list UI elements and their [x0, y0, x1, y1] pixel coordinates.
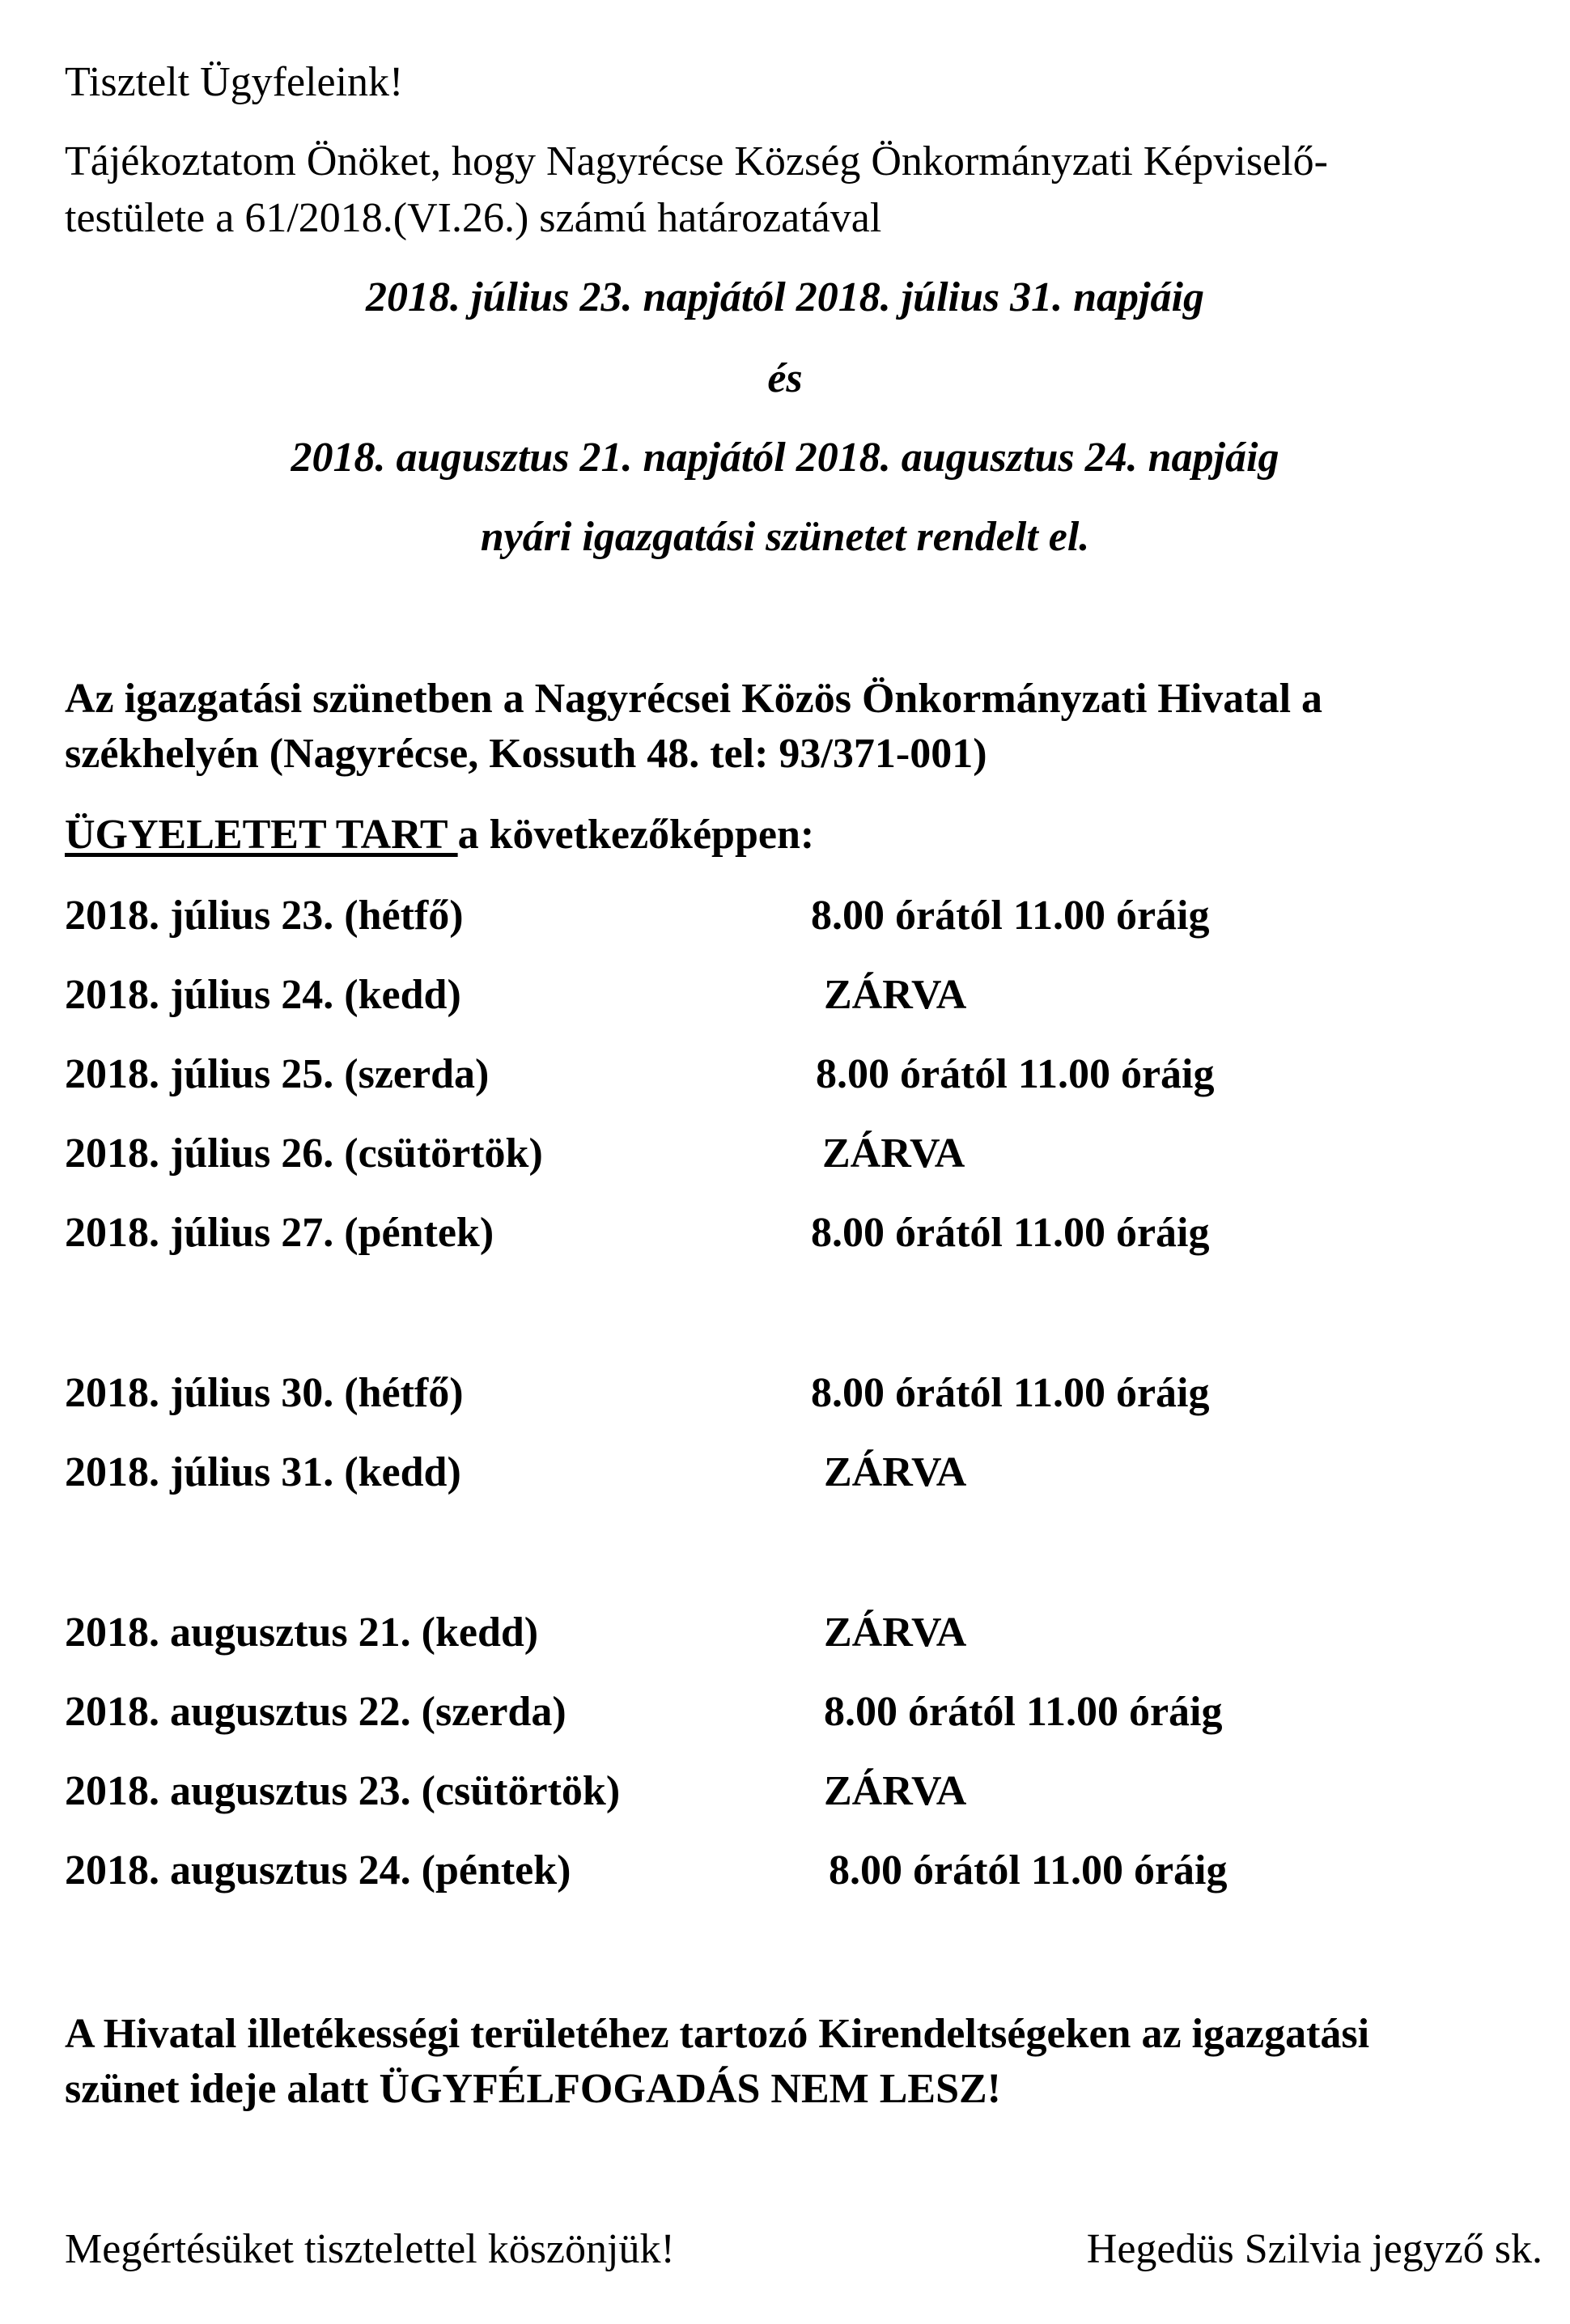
- duty-rest: a következőképpen:: [457, 812, 815, 858]
- schedule-hours: 8.00 órától 11.00 óráig: [824, 1689, 1223, 1735]
- period-connector: és: [767, 355, 803, 401]
- schedule-hours: ZÁRVA: [824, 1768, 967, 1814]
- office-line-2: székhelyén (Nagyrécse, Kossuth 48. tel: 93/371-001): [65, 731, 987, 777]
- intro-line-1: Tájékoztatom Önöket, hogy Nagyrécse Község Önkormányzati Képviselő-: [65, 138, 1328, 184]
- greeting: Tisztelt Ügyfeleink!: [65, 59, 404, 105]
- duty-label: ÜGYELETET TART: [65, 812, 458, 858]
- intro-line-2: testülete a 61/2018.(VI.26.) számú határozatával: [65, 195, 882, 241]
- schedule-date: 2018. július 27. (péntek): [65, 1210, 494, 1256]
- schedule-hours: 8.00 órától 11.00 óráig: [811, 1370, 1210, 1416]
- schedule-hours: 8.00 órától 11.00 óráig: [829, 1847, 1228, 1894]
- schedule-hours: 8.00 órától 11.00 óráig: [811, 1210, 1210, 1256]
- notice-line-1: A Hivatal illetékességi területéhez tartozó Kirendeltségeken az igazgatási: [65, 2011, 1370, 2057]
- schedule-date: 2018. július 31. (kedd): [65, 1449, 461, 1495]
- period-line-2: 2018. augusztus 21. napjától 2018. augusztus 24. napjáig: [291, 435, 1279, 481]
- closing-thanks: Megértésüket tisztelettel köszönjük!: [65, 2226, 675, 2272]
- period-line-1: 2018. július 23. napjától 2018. július 31. napjáig: [366, 274, 1204, 320]
- signature: Hegedüs Szilvia jegyző sk.: [1086, 2226, 1542, 2272]
- schedule-hours: ZÁRVA: [824, 1609, 967, 1656]
- schedule-date: 2018. augusztus 23. (csütörtök): [65, 1768, 621, 1814]
- office-line-1: Az igazgatási szünetben a Nagyrécsei Közös Önkormányzati Hivatal a: [65, 676, 1323, 722]
- schedule-hours: ZÁRVA: [824, 972, 967, 1018]
- schedule-date: 2018. július 30. (hétfő): [65, 1370, 464, 1416]
- schedule-hours: ZÁRVA: [824, 1449, 967, 1495]
- schedule-date: 2018. augusztus 24. (péntek): [65, 1847, 571, 1894]
- schedule-date: 2018. augusztus 21. (kedd): [65, 1609, 539, 1656]
- period-line-3: nyári igazgatási szünetet rendelt el.: [480, 514, 1090, 560]
- schedule-date: 2018. július 24. (kedd): [65, 972, 461, 1018]
- schedule-hours: 8.00 órától 11.00 óráig: [816, 1051, 1215, 1097]
- notice-line-2: szünet ideje alatt ÜGYFÉLFOGADÁS NEM LESZ!: [65, 2066, 1001, 2112]
- duty-heading: [65, 811, 814, 859]
- schedule-hours: 8.00 órától 11.00 óráig: [811, 893, 1210, 939]
- schedule-date: 2018. július 23. (hétfő): [65, 893, 464, 939]
- schedule-date: 2018. július 25. (szerda): [65, 1051, 490, 1097]
- schedule-date: 2018. augusztus 22. (szerda): [65, 1689, 566, 1735]
- schedule-hours: ZÁRVA: [822, 1130, 965, 1177]
- schedule-date: 2018. július 26. (csütörtök): [65, 1130, 543, 1177]
